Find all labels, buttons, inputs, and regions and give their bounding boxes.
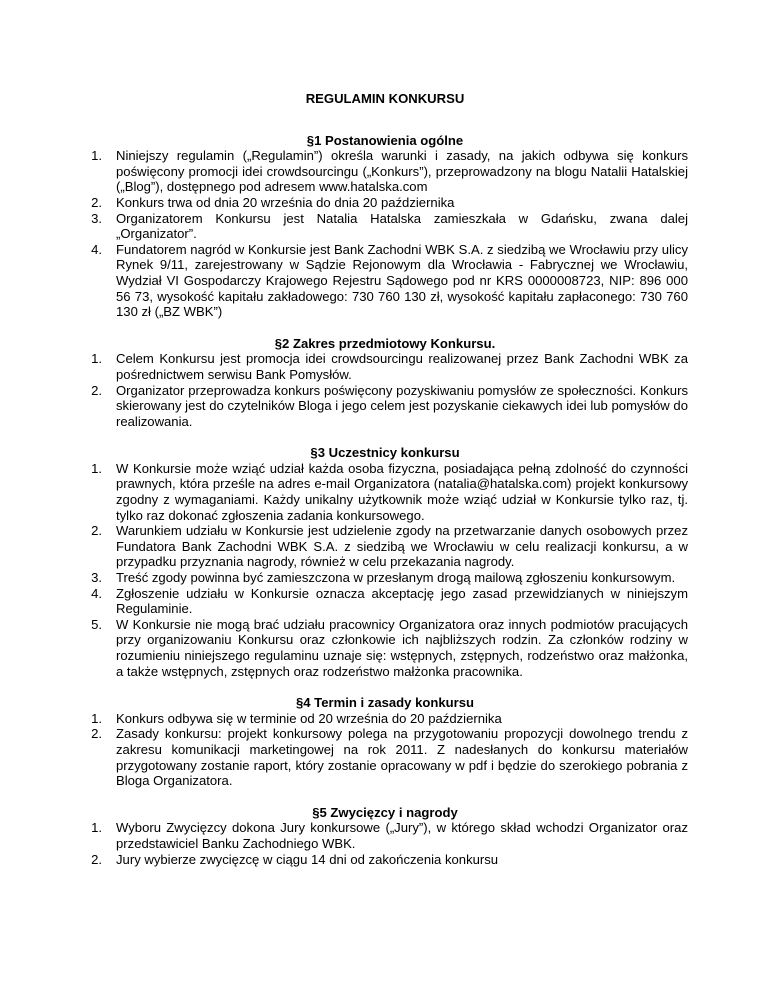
item-number: 4. [91, 241, 102, 257]
list-item [82, 726, 688, 788]
item-number: 1. [91, 460, 102, 476]
item-number: 1. [91, 710, 102, 726]
section-heading: §3 Uczestnicy konkursu [310, 445, 460, 461]
section-list [82, 820, 688, 867]
list-item [82, 570, 688, 586]
list-item [82, 242, 688, 320]
item-text: Celem Konkursu jest promocja idei crowdsourcingu realizowanej przez Bank Zachodni WBK za pośrednictwem serwisu Bank Pomysłów. [116, 351, 688, 382]
item-text: Warunkiem udziału w Konkursie jest udzielenie zgody na przetwarzanie danych osobowych przez Fundatora Bank Zachodni WBK S.A. z siedzibą we Wrocławiu w celu realizacji konkursu, a w przypadku przyznania nagrody, również w celu przekazania nagrody. [116, 523, 688, 570]
section-heading: §4 Termin i zasady konkursu [295, 695, 475, 711]
item-text: Niniejszy regulamin („Regulamin”) określa warunki i zasady, na jakich odbywa się konkurs poświęcony promocji idei crowdsourcingu („Konkurs”), przeprowadzony na blogu Natalii Hatalskiej („Blog”), dostępnego pod adresem www.hatalska.com [116, 148, 688, 195]
list-item [82, 711, 688, 727]
item-number: 1. [91, 351, 102, 367]
document-title: REGULAMIN KONKURSU [305, 91, 465, 106]
item-text: Jury wybierze zwycięzcę w ciągu 14 dni od zakończenia konkursu [116, 851, 499, 867]
item-number: 1. [91, 820, 102, 836]
item-number: 2. [91, 851, 102, 867]
section-list [82, 461, 688, 679]
item-number: 1. [91, 148, 102, 164]
item-text: Zgłoszenie udziału w Konkursie oznacza akceptację jego zasad przewidzianych w niniejszym Regulaminie. [116, 585, 688, 617]
item-text: Wyboru Zwycięzcy dokona Jury konkursowe („Jury”), w którego skład wchodzi Organizator oraz przedstawiciel Banku Zachodniego WBK. [116, 820, 688, 851]
list-item [82, 461, 688, 523]
item-number: 4. [91, 585, 102, 601]
list-item [82, 211, 688, 242]
list-item [82, 383, 688, 430]
section-2 [82, 336, 688, 430]
list-item [82, 351, 688, 382]
item-text: Treść zgody powinna być zamieszczona w przesłanym drogą mailową zgłoszeniu konkursowym. [116, 570, 676, 586]
section-1 [82, 133, 688, 320]
list-item [82, 586, 688, 617]
section-3 [82, 445, 688, 679]
item-number: 2. [91, 194, 102, 210]
item-number: 3. [91, 210, 102, 226]
list-item [82, 852, 688, 868]
section-list [82, 711, 688, 789]
item-number: 2. [91, 523, 102, 539]
item-text: Organizator przeprowadza konkurs poświęcony pozyskiwaniu pomysłów ze społeczności. Konkurs skierowany jest do czytelników Bloga i jego celem jest pozyskanie ciekawych idei lub pomysłów do realizowania. [116, 382, 688, 429]
section-5 [82, 805, 688, 867]
item-number: 2. [91, 382, 102, 398]
item-number: 5. [91, 616, 102, 632]
section-heading: §2 Zakres przedmiotowy Konkursu. [274, 335, 496, 351]
list-item [82, 617, 688, 679]
section-heading: §5 Zwycięzcy i nagrody [312, 804, 458, 820]
list-item [82, 148, 688, 195]
list-item [82, 523, 688, 570]
item-text: W Konkursie nie mogą brać udziału pracownicy Organizatora oraz innych podmiotów pracujących przy organizowaniu Konkursu oraz członkowie ich najbliższych rodzin. Za członków rodziny w rozumieniu niniejszego regulaminu uznaje się: wstępnych, zstępnych, rodzeństwo oraz małżonka, a także wstępnych, zstępnych oraz rodzeństwo małżonka pracownika. [116, 616, 688, 679]
item-text: Zasady konkursu: projekt konkursowy polega na przygotowaniu propozycji dowolnego trendu z zakresu komunikacji marketingowej na rok 2011. Z nadesłanych do konkursu materiałów przygotowany zostanie raport, który zostanie opracowany w pdf i będzie do szerokiego pobrania z Bloga Organizatora. [116, 726, 688, 789]
item-number: 3. [91, 570, 102, 586]
item-text: W Konkursie może wziąć udział każda osoba fizyczna, posiadająca pełną zdolność do czynności prawnych, która prześle na adres e-mail Organizatora (natalia@hatalska.com) projekt konkursowy zgodny z wymaganiami. Każdy unikalny użytkownik może wziąć udział w Konkursie tylko raz, tj. tylko raz dokonać zgłoszenia zadania konkursowego. [116, 460, 688, 523]
item-text: Fundatorem nagród w Konkursie jest Bank Zachodni WBK S.A. z siedzibą we Wrocławiu przy ulicy Rynek 9/11, zarejestrowany w Sądzie Rejonowym dla Wrocławia - Fabrycznej we Wrocławiu, Wydział VI Gospodarczy Krajowego Rejestru Sądowego pod nr KRS 0000008723, NIP: 896 000 56 73, wysokość kapitału zakładowego: 730 760 130 zł, wysokość kapitału zapłaconego: 730 760 130 zł („BZ WBK”) [116, 241, 688, 320]
section-heading: §1 Postanowienia ogólne [306, 132, 464, 148]
item-text: Organizatorem Konkursu jest Natalia Hatalska zamieszkała w Gdańsku, zwana dalej „Organizator”. [116, 210, 688, 242]
section-list [82, 148, 688, 320]
item-text: Konkurs odbywa się w terminie od 20 września do 20 października [116, 710, 502, 726]
list-item [82, 195, 688, 211]
section-4 [82, 695, 688, 789]
item-text: Konkurs trwa od dnia 20 września do dnia 20 października [116, 194, 455, 210]
item-number: 2. [91, 726, 102, 742]
list-item [82, 820, 688, 851]
section-list [82, 351, 688, 429]
